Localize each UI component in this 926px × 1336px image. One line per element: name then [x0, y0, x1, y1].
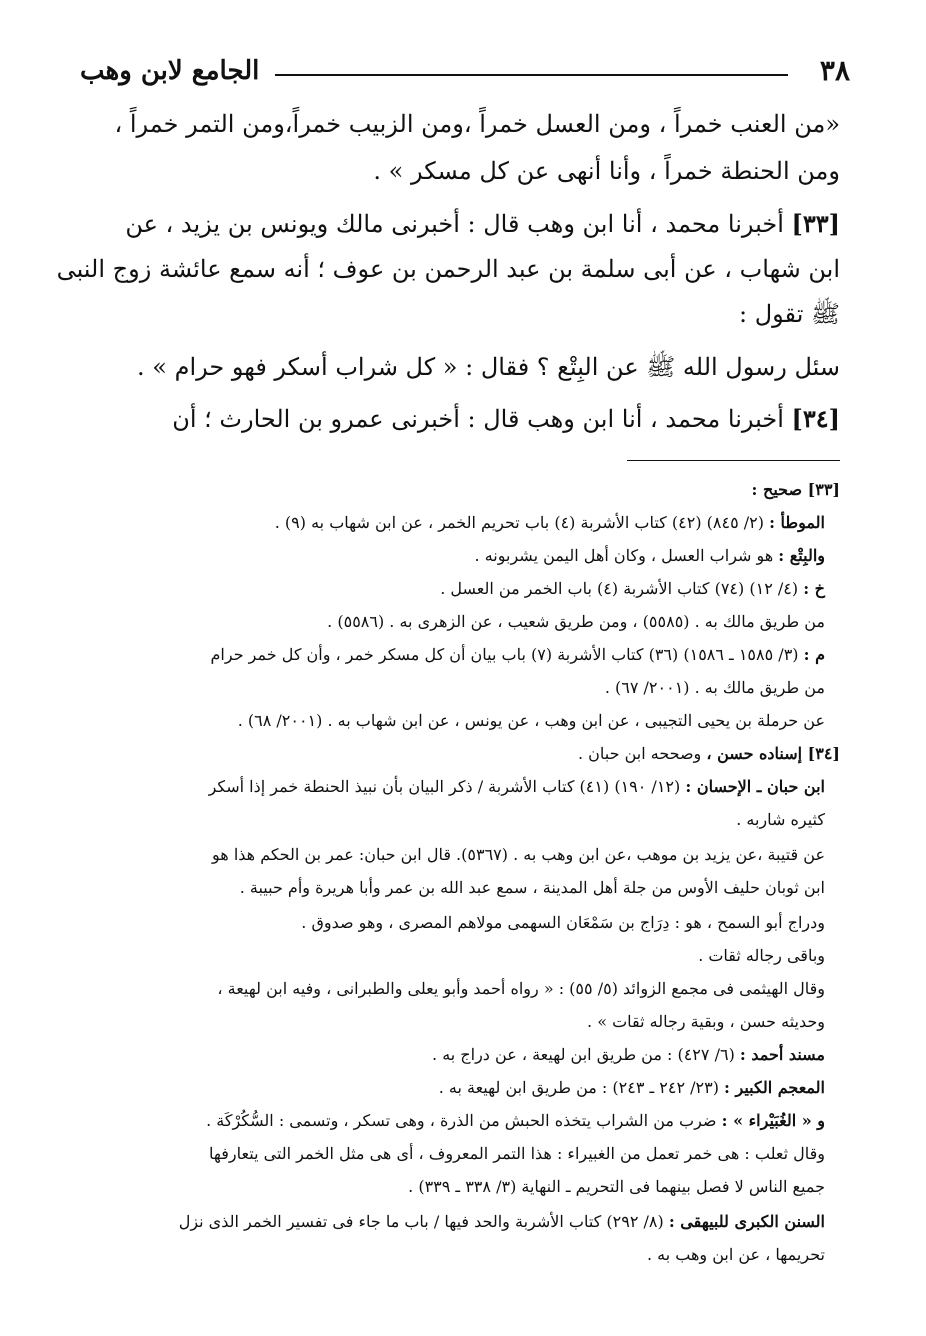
footnote-line: مسند أحمد : (٦/ ٤٢٧) : من طريق ابن لهيعة ، عن دراج به . — [432, 1045, 825, 1064]
footnote-line: وقال ثعلب : هى خمر تعمل من الغبيراء : هذا التمر المعروف ، أى هى مثل الخمر التى يتعارفها — [209, 1144, 825, 1163]
text-line: [٣٣] أخبرنا محمد ، أنا ابن وهب قال : أخبرنى مالك ويونس بن يزيد ، عن — [125, 209, 840, 238]
hadith-number: [٣٣] — [791, 209, 840, 238]
footnote-line: ابن حبان ـ الإحسان : (١٢/ ١٩٠) (٤١) كتاب الأشربة / ذكر البيان بأن نبيذ الحنطة خمر إذا أسكر — [208, 777, 825, 796]
text-line: ﷺ تقول : — [739, 300, 840, 328]
text-line: «من العنب خمراً ، ومن العسل خمراً ،ومن الزبيب خمراً،ومن التمر خمراً ، — [114, 110, 840, 138]
header-rule — [275, 74, 788, 76]
footnote-line: كثيره شاربه . — [736, 810, 825, 829]
footnote-line: الموطأ : (٢/ ٨٤٥) (٤٢) كتاب الأشربة (٤) باب تحريم الخمر ، عن ابن شهاب به (٩) . — [274, 513, 825, 532]
footnote-line: ابن ثوبان حليف الأوس من جلة أهل المدينة ، سمع عبد الله بن عمر وأبا هريرة وأم حبيبة . — [239, 878, 825, 897]
footnote-line: وقال الهيثمى فى مجمع الزوائد (٥/ ٥٥) : « رواه أحمد وأبو يعلى والطبرانى ، وفيه ابن لهيعة ، — [217, 979, 825, 998]
footnote-line: عن حرملة بن يحيى التجيبى ، عن ابن وهب ، عن يونس ، عن ابن شهاب به . (٢٠٠١/ ٦٨) . — [237, 711, 825, 730]
footnote-line: من طريق مالك به . (٥٥٨٥) ، ومن طريق شعيب ، عن الزهرى به . (٥٥٨٦) . — [327, 612, 825, 631]
footnote-line: [٣٣] صحيح : — [751, 480, 840, 499]
text-line: سئل رسول الله ﷺ عن البِتْع ؟ فقال : « كل شراب أسكر فهو حرام » . — [137, 353, 840, 381]
footnote-line: م : (٣/ ١٥٨٥ ـ ١٥٨٦) (٣٦) كتاب الأشربة (٧) باب بيان أن كل مسكر خمر ، وأن كل خمر حرام — [210, 645, 825, 664]
footnote-line: [٣٤] إسناده حسن ، وصححه ابن حبان . — [577, 744, 840, 763]
running-title: الجامع لابن وهب — [80, 56, 260, 86]
footnote-line: جميع الناس لا فصل بينهما فى التحريم ـ النهاية (٣/ ٣٣٨ ـ ٣٣٩) . — [408, 1177, 825, 1196]
footnote-line: و « الغُبَيْراء » : ضرب من الشراب يتخذه الحبش من الذرة ، وهى تسكر ، وتسمى : السُّكُرْكَة . — [206, 1111, 825, 1130]
page-header — [80, 52, 850, 96]
footnote-line: من طريق مالك به . (٢٠٠١/ ٦٧) . — [604, 678, 825, 697]
footnote-line: والبِتْع : هو شراب العسل ، وكان أهل اليمن يشربونه . — [474, 546, 825, 565]
footnote-line: المعجم الكبير : (٢٣/ ٢٤٢ ـ ٢٤٣) : من طريق ابن لهيعة به . — [438, 1078, 825, 1097]
page-number: ٣٨ — [819, 54, 850, 87]
text-line: ومن الحنطة خمراً ، وأنا أنهى عن كل مسكر » . — [373, 157, 840, 185]
footnote-line: خ : (٤/ ١٢) (٧٤) كتاب الأشربة (٤) باب الخمر من العسل . — [440, 579, 825, 598]
footnote-line: وحديثه حسن ، وبقية رجاله ثقات » . — [587, 1012, 825, 1031]
hadith-number: [٣٤] — [791, 404, 840, 433]
footnote-line: عن قتيبة ،عن يزيد بن موهب ،عن ابن وهب به . (٥٣٦٧). قال ابن حبان: عمر بن الحكم هذا هو — [212, 845, 825, 864]
footnote-line: السنن الكبرى للبيهقى : (٨/ ٢٩٢) كتاب الأشربة والحد فيها / باب ما جاء فى تفسير الخمر الذى نزل — [178, 1212, 825, 1231]
text-line: ابن شهاب ، عن أبى سلمة بن عبد الرحمن بن عوف ؛ أنه سمع عائشة زوج النبى — [56, 255, 840, 283]
footnote-line: تحريمها ، عن ابن وهب به . — [646, 1245, 825, 1264]
footnote-separator — [627, 460, 840, 461]
footnote-line: ودراج أبو السمح ، هو : دِرَاج بن سَمْعَان السهمى مولاهم المصرى ، وهو صدوق . — [301, 913, 825, 932]
text-line: [٣٤] أخبرنا محمد ، أنا ابن وهب قال : أخبرنى عمرو بن الحارث ؛ أن — [172, 404, 840, 433]
footnote-line: وباقى رجاله ثقات . — [698, 946, 825, 965]
